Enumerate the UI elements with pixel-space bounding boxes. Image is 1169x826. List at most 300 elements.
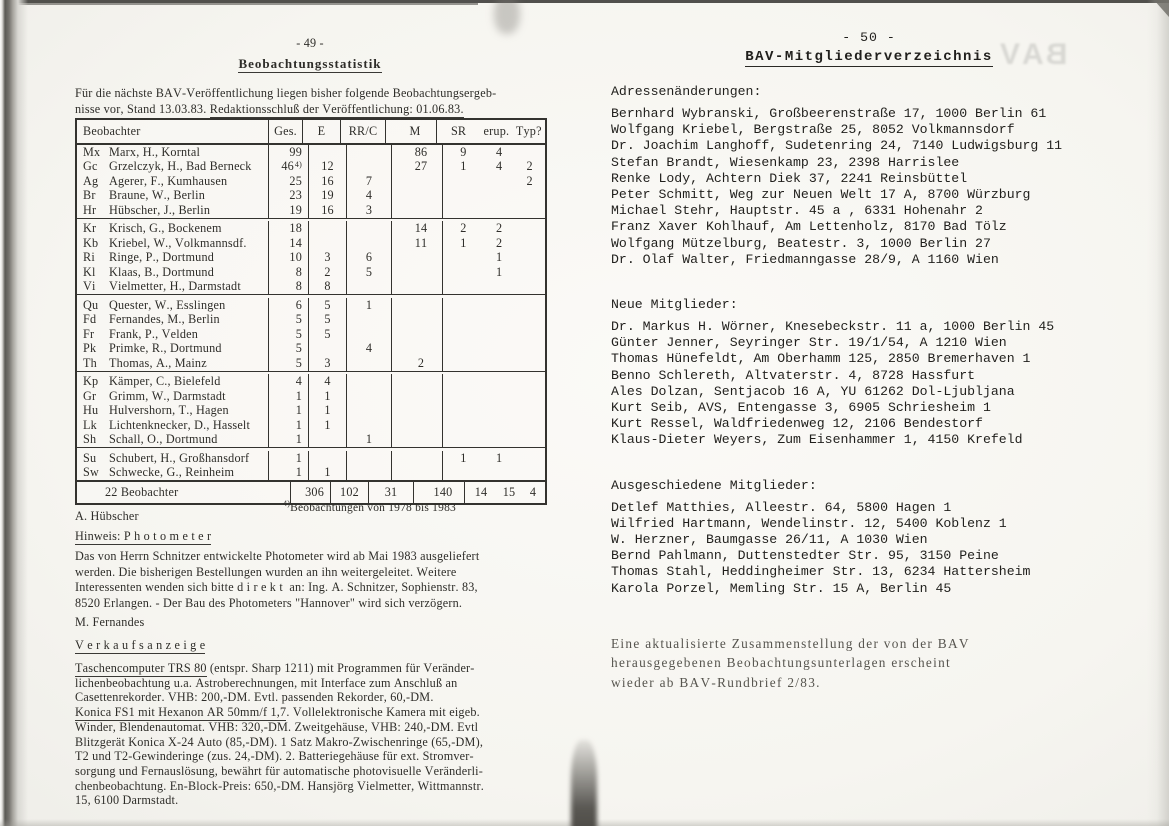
ges-cell: 1 — [268, 433, 308, 448]
ges-cell: 8 — [268, 265, 308, 280]
combo-cell — [442, 298, 545, 313]
observer-name: Primke, R., Dortmund — [109, 341, 222, 356]
ges-cell: 1 — [268, 418, 308, 433]
e-cell: 12 — [308, 160, 346, 175]
rrc-cell: 5 — [346, 265, 391, 280]
col-header-rrc: RR/C — [340, 120, 385, 143]
erup-value: 2 — [495, 221, 503, 235]
m-cell: 2 — [391, 356, 442, 371]
ges-cell: 1 — [268, 404, 308, 419]
m-cell — [391, 342, 442, 357]
text: chenbeobachtung. En-Block-Preis: 650,-DM. Hansjörg Vielmetter, Wittmannstr. — [75, 778, 484, 793]
table-row — [77, 418, 545, 433]
m-cell — [391, 189, 442, 204]
table-row — [77, 294, 545, 313]
combo-cell — [442, 327, 545, 342]
rrc-cell: 1 — [346, 433, 391, 448]
footer-erup: 15 — [502, 485, 516, 499]
erup-value: 2 — [495, 235, 503, 250]
observer-name: Hübscher, J., Berlin — [109, 202, 211, 217]
underlined-text: Redaktionsschluß der Veröffentlichung: 01.06.83. — [209, 101, 464, 116]
col-header-erup: erup. — [483, 124, 510, 138]
m-cell — [391, 404, 442, 419]
rrc-cell — [346, 451, 391, 466]
m-cell — [391, 203, 442, 218]
text-line — [75, 764, 545, 779]
m-cell — [391, 389, 442, 404]
text: sorgung und Fernauslösung, bewährt für automatische photovisuelle Veränderli- — [75, 763, 484, 778]
text-line — [75, 793, 545, 808]
observer-code: Kr — [83, 221, 97, 235]
combo-cell — [442, 174, 545, 189]
e-cell: 3 — [308, 251, 346, 266]
ges-cell: 1 — [268, 451, 308, 466]
table-row — [77, 389, 545, 404]
footer-combo — [464, 482, 545, 503]
observer-name: Ringe, P., Dortmund — [109, 250, 215, 265]
verkauf-paragraph — [75, 661, 545, 808]
rrc-cell — [346, 418, 391, 433]
member-entry: Ales Dolzan, Sentjacob 16 A, YU 61262 Dol-Ljubljana — [611, 383, 1015, 399]
text-line — [611, 634, 1131, 654]
ges-cell: 10 — [268, 251, 308, 266]
e-cell: 1 — [308, 466, 346, 481]
ges-cell: 18 — [268, 221, 308, 236]
col-header-ges: Ges. — [268, 120, 302, 143]
member-entry: Thomas Hünefeldt, Am Oberhamm 125, 2850 Bremerhaven 1 — [611, 351, 1031, 367]
e-cell: 4 — [308, 374, 346, 389]
erup-value: 4 — [495, 144, 503, 159]
e-cell: 1 — [308, 418, 346, 433]
text-line — [611, 673, 1131, 693]
table-header-row — [77, 120, 545, 145]
observer-cell — [77, 451, 268, 466]
col-header-beobachter: Beobachter — [83, 124, 141, 138]
m-cell: 14 — [391, 221, 442, 236]
text-line — [75, 779, 545, 794]
ges-cell: 46 4) — [268, 160, 308, 175]
ges-cell: 5 — [268, 313, 308, 328]
member-entry: Stefan Brandt, Wiesenkamp 23, 2398 Harrislee — [611, 154, 960, 170]
rrc-cell — [346, 313, 391, 328]
scan-edge-left — [0, 0, 28, 826]
member-section — [611, 478, 1131, 597]
rrc-cell: 7 — [346, 174, 391, 189]
rrc-cell — [346, 356, 391, 371]
observer-code: Hu — [83, 403, 99, 418]
ges-cell: 25 — [268, 174, 308, 189]
page-right-title-text: BAV-Mitgliederverzeichnis — [745, 49, 993, 65]
e-cell: 5 — [308, 298, 346, 313]
text: Interessenten wenden sich bitte d i r e k t an: Ing. A. Schnitzer, Sophienstr. 83, — [75, 580, 478, 594]
table-row — [77, 203, 545, 218]
table-row — [77, 145, 545, 160]
observer-name: Hulvershorn, T., Hagen — [109, 403, 229, 418]
combo-cell — [442, 189, 545, 204]
text: Für die nächste BAV-Veröffentlichung liegen bisher folgende Beobachtungsergeb- — [75, 86, 497, 100]
rrc-cell — [346, 221, 391, 236]
text: wieder ab BAV-Rundbrief 2/83. — [611, 674, 821, 690]
e-cell — [308, 433, 346, 448]
observer-name: Klaas, B., Dortmund — [109, 264, 215, 279]
footer-label: 22 Beobachter — [105, 485, 179, 499]
table-row — [77, 236, 545, 251]
e-cell: 8 — [308, 280, 346, 295]
combo-cell — [442, 356, 545, 371]
text-line — [75, 86, 545, 102]
text-line — [75, 749, 545, 764]
footnote-ref: 4) — [294, 160, 302, 170]
table-row — [77, 466, 545, 481]
observer-name: Thomas, A., Mainz — [109, 355, 207, 370]
observer-cell — [77, 327, 268, 342]
text: werden. Die bisherigen Bestellungen wurden an ihn weitergeleitet. Weitere — [75, 564, 457, 579]
member-entry: Günter Jenner, Seyringer Str. 19/1/54, A 1210 Wien — [611, 335, 1007, 351]
member-sections — [611, 84, 1131, 692]
observer-name: Kämper, C., Bielefeld — [109, 374, 221, 388]
text-line — [75, 596, 545, 612]
observer-code: Sw — [83, 465, 99, 480]
member-entry: Klaus-Dieter Weyers, Zum Eisenhammer 1, 4150 Krefeld — [611, 432, 1023, 448]
text: T2 und T2-Gewinderinge (zus. 24,-DM). 2. Batteriegehäuse für ext. Stromver- — [75, 749, 474, 764]
page-gutter-shadow-top — [494, 0, 520, 34]
combo-cell — [442, 160, 545, 175]
observation-table — [75, 118, 547, 505]
rrc-cell: 3 — [346, 203, 391, 218]
observer-code: Ri — [83, 250, 95, 265]
footer-e: 102 — [330, 482, 368, 503]
m-cell — [391, 298, 442, 313]
member-entry: Michael Stehr, Hauptstr. 45 a , 6331 Hohenahr 2 — [611, 203, 983, 219]
text: Das von Herrn Schnitzer entwickelte Photometer wird ab Mai 1983 ausgeliefert — [75, 549, 480, 563]
e-cell — [308, 145, 346, 160]
observer-code: Fd — [83, 312, 97, 327]
combo-cell — [442, 265, 545, 280]
m-cell — [391, 251, 442, 266]
text: (entspr. Sharp 1211) mit Programmen für Veränder- — [206, 661, 475, 675]
combo-cell — [442, 342, 545, 357]
observer-name: Frank, P., Velden — [109, 326, 199, 341]
observer-code: Gc — [83, 159, 98, 174]
rrc-cell — [346, 374, 391, 389]
ges-cell: 1 — [268, 389, 308, 404]
rrc-cell — [346, 404, 391, 419]
combo-cell — [442, 203, 545, 218]
combo-cell — [442, 313, 545, 328]
text-line — [75, 565, 545, 581]
ges-cell: 8 — [268, 280, 308, 295]
erup-value: 1 — [495, 450, 503, 465]
rrc-cell — [346, 236, 391, 251]
observer-name: Schubert, H., Großhansdorf — [109, 450, 250, 465]
text-line — [75, 705, 545, 720]
text: lichenbeobachtung u.a. Astroberechnungen, mit Interface zum Anschluß an — [75, 675, 458, 690]
e-cell: 1 — [308, 389, 346, 404]
observer-cell — [77, 280, 268, 295]
scan-edge-right — [1147, 0, 1169, 826]
observer-name: Braune, W., Berlin — [109, 188, 205, 203]
ges-cell: 4 — [268, 374, 308, 389]
rrc-cell — [346, 466, 391, 481]
table-row — [77, 251, 545, 266]
ges-cell: 5 — [268, 342, 308, 357]
observer-cell — [77, 433, 268, 448]
text: herausgegebenen Beobachtungsunterlagen erscheint — [611, 655, 952, 671]
observer-cell — [77, 466, 268, 481]
rrc-cell: 6 — [346, 251, 391, 266]
member-entry: Kurt Seib, AVS, Entengasse 3, 6905 Schriesheim 1 — [611, 400, 991, 416]
page-left-title — [75, 56, 545, 72]
observer-name: Kriebel, W., Volkmannsdf. — [109, 235, 247, 250]
erup-value: 1 — [495, 250, 503, 265]
text-line — [611, 653, 1131, 673]
hinweis-heading-text: Hinweis: P h o t o m e t e r — [75, 529, 212, 543]
member-entry: Bernhard Wybranski, Großbeerenstraße 17, 1000 Berlin 61 — [611, 106, 1047, 121]
page-gutter-shadow-bottom — [571, 740, 597, 826]
observer-name: Schwecke, G., Reinheim — [109, 465, 235, 480]
e-cell: 2 — [308, 265, 346, 280]
observer-name: Grzelczyk, H., Bad Berneck — [109, 159, 252, 174]
observer-cell — [77, 298, 268, 313]
member-entry: Dr. Markus H. Wörner, Knesebeckstr. 11 a, 1000 Berlin 45 — [611, 319, 1055, 335]
m-cell — [391, 280, 442, 295]
m-cell — [391, 313, 442, 328]
sr-value: 1 — [460, 450, 467, 465]
observer-code: Fr — [83, 326, 95, 341]
member-entry: Kurt Ressel, Waldfriedenweg 12, 2106 Bendestorf — [611, 416, 983, 432]
col-header-combo — [436, 120, 545, 143]
member-entry: Thomas Stahl, Heddingheimer Str. 13, 6234 Hattersheim — [611, 564, 1031, 580]
table-row — [77, 447, 545, 466]
table-row — [77, 433, 545, 448]
footnote-text: Beobachtungen von 1978 bis 1983 — [290, 501, 456, 514]
e-cell: 5 — [308, 327, 346, 342]
observer-code: Gr — [83, 388, 97, 403]
m-cell: 11 — [391, 236, 442, 251]
e-cell — [308, 342, 346, 357]
text: Blitzgerät Konica X-24 Auto (85,-DM). 1 Satz Makro-Zwischenringe (65,-DM), — [75, 734, 484, 749]
member-entry: Detlef Matthies, Alleestr. 64, 5800 Hagen 1 — [611, 499, 952, 515]
observer-name: Fernandes, M., Berlin — [109, 312, 220, 327]
observer-cell — [77, 236, 268, 251]
m-cell: 27 — [391, 160, 442, 175]
member-entry: Bernd Pahlmann, Duttenstedter Str. 95, 3150 Peine — [611, 548, 999, 564]
rrc-cell — [346, 389, 391, 404]
section-heading: Ausgeschiedene Mitglieder: — [611, 477, 817, 493]
observer-code: Ag — [83, 173, 99, 188]
col-header-typ: Typ? — [515, 124, 542, 138]
observer-code: Mx — [83, 144, 101, 159]
observer-cell — [77, 418, 268, 433]
hinweis-paragraph — [75, 549, 545, 611]
member-entry: Karola Porzel, Memling Str. 15 A, Berlin 45 — [611, 580, 952, 596]
m-cell — [391, 433, 442, 448]
observer-cell — [77, 221, 268, 236]
text: 15, 6100 Darmstadt. — [75, 793, 179, 808]
combo-cell — [442, 404, 545, 419]
m-cell — [391, 327, 442, 342]
observer-code: Kl — [83, 264, 96, 279]
observer-name: Grimm, W., Darmstadt — [109, 388, 226, 403]
ges-cell: 5 — [268, 356, 308, 371]
observer-cell — [77, 404, 268, 419]
hinweis-heading — [75, 529, 211, 544]
table-row — [77, 356, 545, 371]
observer-name: Agerer, F., Kumhausen — [109, 173, 228, 188]
observer-cell — [77, 145, 268, 160]
footnote-marker: 4) — [283, 499, 291, 508]
col-header-e: E — [302, 120, 340, 143]
table-row — [77, 404, 545, 419]
ges-cell: 5 — [268, 327, 308, 342]
observer-code: Lk — [83, 417, 97, 432]
combo-cell — [442, 389, 545, 404]
ink-bleedthrough-bav-logo: BAV — [998, 38, 1068, 71]
sr-value: 9 — [460, 144, 467, 159]
text-line — [75, 102, 545, 118]
ges-cell: 6 — [268, 298, 308, 313]
observer-cell — [77, 342, 268, 357]
m-cell — [391, 466, 442, 481]
text: nisse vor, Stand 13.03.83. — [75, 101, 210, 116]
member-entry: Wolfgang Mützelburg, Beatestr. 3, 1000 Berlin 27 — [611, 235, 991, 251]
footer-ges: 306 — [290, 482, 330, 503]
signature-huebscher: A. Hübscher — [75, 509, 139, 523]
text: 8520 Erlangen. - Der Bau des Photometers "Hannover" wird sich verzögern. — [75, 595, 463, 610]
e-cell: 19 — [308, 189, 346, 204]
combo-cell — [442, 374, 545, 389]
sr-value: 2 — [460, 221, 467, 235]
observer-code: Br — [83, 188, 96, 203]
observer-cell — [77, 374, 268, 389]
page-left-title-text: Beobachtungsstatistik — [238, 56, 382, 71]
observer-code: Th — [83, 355, 97, 370]
observer-code: Kp — [83, 374, 99, 388]
m-cell: 86 — [391, 145, 442, 160]
member-section — [611, 297, 1131, 449]
col-header-sr: SR — [450, 124, 467, 138]
observer-name: Schall, O., Dortmund — [109, 432, 218, 447]
text: Eine aktualisierte Zusammenstellung der von der BAV — [611, 635, 970, 651]
table-row — [77, 371, 545, 390]
observer-cell — [77, 251, 268, 266]
table-row — [77, 313, 545, 328]
m-cell — [391, 174, 442, 189]
ges-cell: 23 — [268, 189, 308, 204]
observer-cell — [77, 174, 268, 189]
sr-value: 1 — [460, 159, 467, 174]
observer-code: Sh — [83, 432, 97, 447]
member-entry: Wilfried Hartmann, Wendelinstr. 12, 5400 Koblenz 1 — [611, 515, 1007, 531]
combo-cell — [442, 221, 545, 236]
footer-m: 140 — [413, 482, 464, 503]
text-line — [75, 676, 545, 691]
combo-cell — [442, 280, 545, 295]
member-section — [611, 84, 1131, 268]
table-body — [77, 145, 545, 480]
erup-value: 4 — [495, 159, 503, 174]
rrc-cell: 4 — [346, 342, 391, 357]
footer-rrc: 31 — [368, 482, 413, 503]
ges-cell: 99 — [268, 145, 308, 160]
text-line — [75, 690, 545, 705]
observer-cell — [77, 203, 268, 218]
observer-cell — [77, 389, 268, 404]
m-cell — [391, 451, 442, 466]
m-cell — [391, 265, 442, 280]
member-entry: Benno Schlereth, Altvaterstr. 4, 8728 Hassfurt — [611, 367, 976, 383]
table-row — [77, 280, 545, 295]
text: . Vollelektronische Kamera mit eigeb. — [286, 705, 480, 720]
rrc-cell — [346, 327, 391, 342]
combo-cell — [442, 236, 545, 251]
section-heading: Neue Mitglieder: — [611, 297, 738, 313]
scan-edge-top-thick — [8, 3, 478, 5]
member-entry: Dr. Joachim Langhoff, Sudetenring 24, 7140 Ludwigsburg 11 — [611, 138, 1063, 154]
text-line — [75, 720, 545, 735]
member-entry: W. Herzner, Baumgasse 26/11, A 1030 Wien — [611, 532, 928, 548]
rrc-cell — [346, 280, 391, 295]
table-row — [77, 189, 545, 204]
table-row — [77, 342, 545, 357]
observer-name: Krisch, G., Bockenem — [109, 221, 222, 235]
ges-cell: 1 — [268, 466, 308, 481]
combo-cell — [442, 145, 545, 160]
e-cell — [308, 221, 346, 236]
page-number-right: - 50 - — [842, 30, 896, 45]
combo-cell — [442, 466, 545, 481]
observer-cell — [77, 160, 268, 175]
combo-cell — [442, 418, 545, 433]
m-cell — [391, 418, 442, 433]
text-line — [75, 580, 545, 596]
member-entry: Renke Lody, Achtern Diek 37, 2241 Reinsbüttel — [611, 170, 968, 186]
table-row — [77, 174, 545, 189]
erup-value: 1 — [495, 264, 503, 279]
col-header-m: M — [385, 120, 436, 143]
observer-name: Marx, H., Korntal — [109, 144, 201, 159]
observer-code: Su — [83, 450, 97, 465]
footer-typ: 4 — [529, 485, 537, 499]
typ-value: 2 — [526, 173, 533, 188]
observer-code: Kb — [83, 235, 99, 250]
combo-cell — [442, 251, 545, 266]
m-cell — [391, 374, 442, 389]
table-footnote — [283, 499, 456, 514]
observer-code: Pk — [83, 341, 97, 356]
e-cell: 16 — [308, 203, 346, 218]
typ-value: 2 — [526, 159, 533, 174]
footer-sr: 14 — [474, 485, 488, 499]
combo-cell — [442, 451, 545, 466]
verkauf-heading-text: V e r k a u f s a n z e i g e — [75, 638, 206, 652]
observer-cell — [77, 265, 268, 280]
combo-cell — [442, 433, 545, 448]
observer-code: Hr — [83, 202, 97, 217]
observer-name: Lichtenknecker, D., Hasselt — [109, 417, 251, 432]
section-heading: Adressenänderungen: — [611, 84, 762, 99]
underlined-text: Konica FS1 mit Hexanon AR 50mm/f 1,7 — [75, 705, 287, 720]
text-line — [75, 661, 545, 676]
member-entry: Franz Xaver Kohlhauf, Am Lettenholz, 8170 Bad Tölz — [611, 219, 1007, 235]
table-row — [77, 160, 545, 175]
rrc-cell: 1 — [346, 298, 391, 313]
observer-cell — [77, 189, 268, 204]
closing-paragraph — [611, 634, 1131, 693]
e-cell: 3 — [308, 356, 346, 371]
ges-cell: 19 — [268, 203, 308, 218]
table-row — [77, 218, 545, 237]
